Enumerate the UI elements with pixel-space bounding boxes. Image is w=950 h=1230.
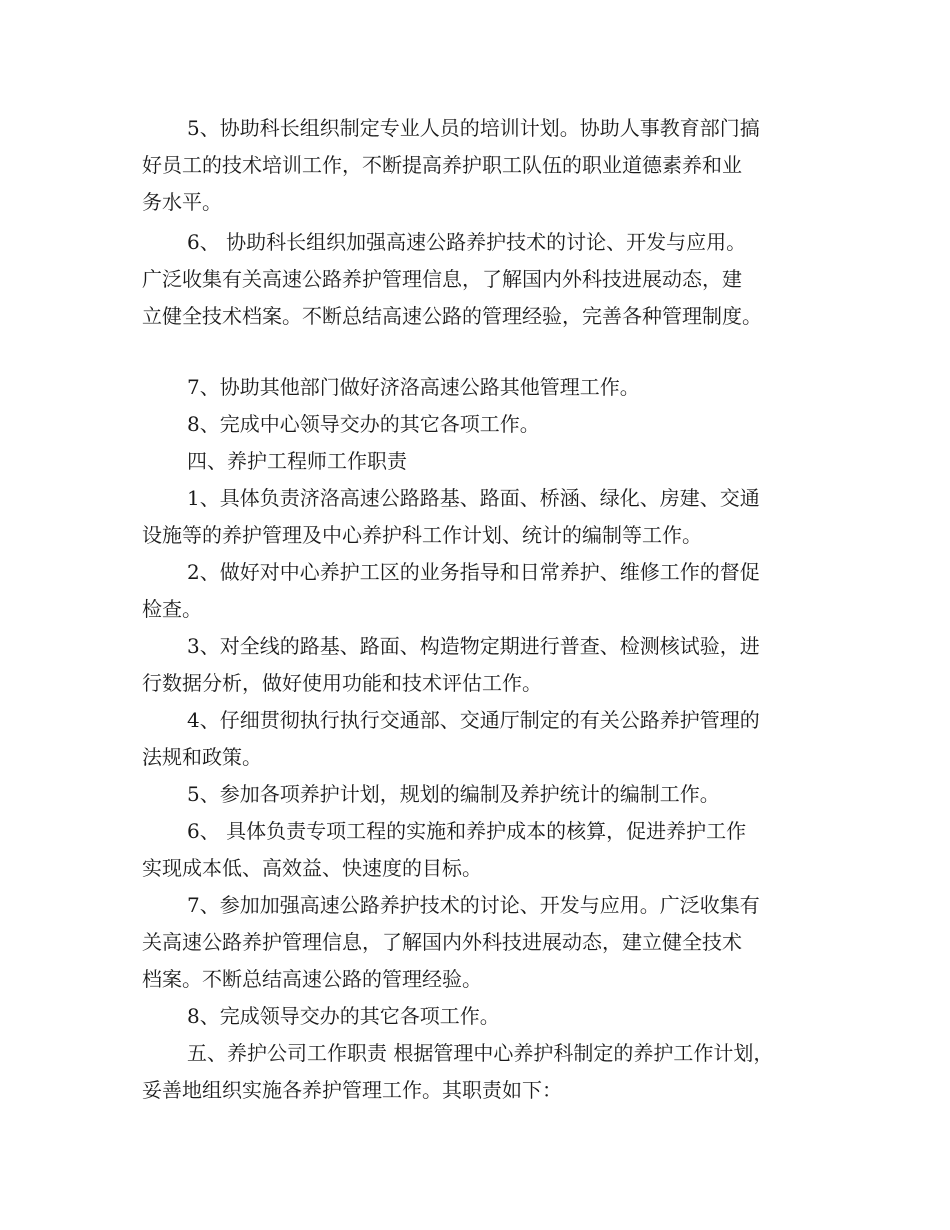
text-line: 好员工的技术培训工作，不断提高养护职工队伍的职业道德素养和业 <box>142 153 742 177</box>
text-line: 档案。不断总结高速公路的管理经验。 <box>142 967 482 991</box>
text-line: 行数据分析，做好使用功能和技术评估工作。 <box>142 671 542 695</box>
text-line: 法规和政策。 <box>142 745 262 769</box>
text-line: 关高速公路养护管理信息，了解国内外科技进展动态，建立健全技术 <box>142 930 742 954</box>
text-line: 6、 具体负责专项工程的实施和养护成本的核算，促进养护工作 <box>187 819 747 843</box>
text-line: 6、 协助科长组织加强高速公路养护技术的讨论、开发与应用。 <box>187 230 747 254</box>
text-line: 4、仔细贯彻执行执行交通部、交通厅制定的有关公路养护管理的 <box>187 708 760 732</box>
text-line: 实现成本低、高效益、快速度的目标。 <box>142 856 482 880</box>
text-line: 2、做好对中心养护工区的业务指导和日常养护、维修工作的督促 <box>187 560 760 584</box>
text-line: 7、参加加强高速公路养护技术的讨论、开发与应用。广泛收集有 <box>187 893 760 917</box>
text-line: 5、协助科长组织制定专业人员的培训计划。协助人事教育部门搞 <box>187 116 760 140</box>
text-line: 8、完成中心领导交办的其它各项工作。 <box>187 412 540 436</box>
text-line: 设施等的养护管理及中心养护科工作计划、统计的编制等工作。 <box>142 523 702 547</box>
section-heading: 四、养护工程师工作职责 <box>187 449 407 473</box>
text-line: 广泛收集有关高速公路养护管理信息，了解国内外科技进展动态，建 <box>142 267 742 291</box>
text-line: 妥善地组织实施各养护管理工作。其职责如下： <box>142 1078 562 1102</box>
text-line: 7、协助其他部门做好济洛高速公路其他管理工作。 <box>187 375 640 399</box>
text-line: 立健全技术档案。不断总结高速公路的管理经验，完善各种管理制度。 <box>142 304 762 328</box>
text-line: 务水平。 <box>142 190 222 214</box>
section-heading: 五、养护公司工作职责 根据管理中心养护科制定的养护工作计划， <box>187 1041 774 1065</box>
text-line: 8、完成领导交办的其它各项工作。 <box>187 1004 500 1028</box>
text-line: 1、具体负责济洛高速公路路基、路面、桥涵、绿化、房建、交通 <box>187 486 760 510</box>
text-line: 检查。 <box>142 597 202 621</box>
text-line: 5、参加各项养护计划，规划的编制及养护统计的编制工作。 <box>187 782 720 806</box>
text-line: 3、对全线的路基、路面、构造物定期进行普查、检测核试验，进 <box>187 634 760 658</box>
